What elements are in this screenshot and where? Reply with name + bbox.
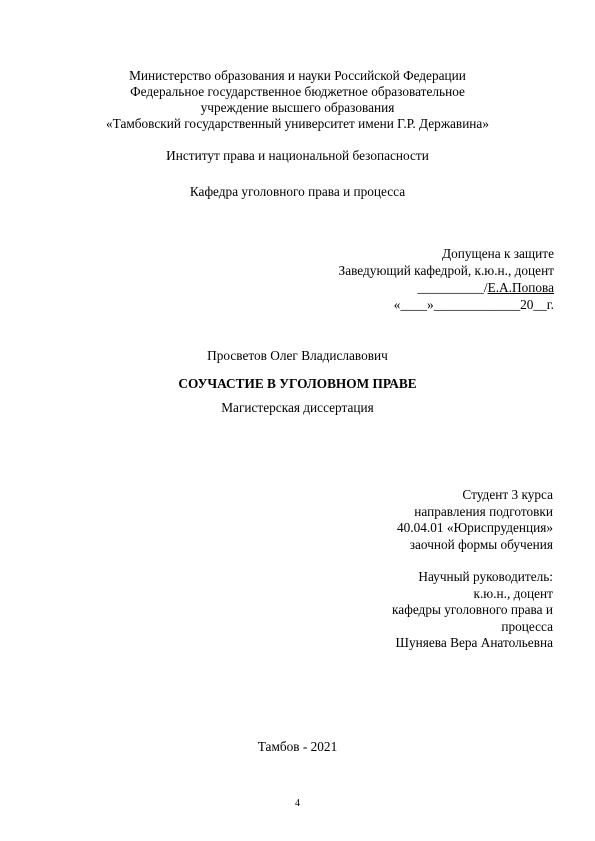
approval-date-line: «____»_____________20__г. [393, 297, 554, 312]
student-line-specialty: 40.04.01 «Юриспруденция» [396, 520, 553, 535]
header-line-ministry: Министерство образования и науки Российской Федерации [129, 68, 466, 83]
signature-blank: __________/ [417, 280, 488, 295]
ministry-header [0, 68, 595, 132]
approval-signature-line [339, 279, 554, 296]
page-number: 4 [295, 798, 300, 809]
approval-admitted: Допущена к защите [442, 246, 554, 261]
student-line-study-form: заочной формы обучения [409, 536, 553, 552]
supervisor-block [392, 569, 553, 652]
approval-head-title: Заведующий кафедрой, к.ю.н., доцент [338, 263, 554, 278]
department-name: Кафедра уголовного права и процесса [189, 184, 406, 199]
supervisor-line-name: Шуняева Вера Анатольевна [395, 635, 553, 650]
header-line-institution-type: Федеральное государственное бюджетное образовательное [130, 84, 465, 99]
header-line-university-name: «Тамбовский государственный университет имени Г.Р. Державина» [106, 116, 489, 131]
head-name: Е.А.Попова [487, 280, 554, 295]
supervisor-line-degree: к.ю.н., доцент [473, 585, 553, 601]
author-name: Просветов Олег Владиславович [207, 348, 388, 363]
supervisor-line-department: кафедры уголовного права и [392, 602, 553, 617]
approval-block [339, 245, 554, 313]
student-block [397, 487, 553, 553]
work-type: Магистерская диссертация [221, 400, 374, 415]
student-line-direction: направления подготовки [414, 503, 553, 519]
thesis-title: СОУЧАСТИЕ В УГОЛОВНОМ ПРАВЕ [178, 376, 417, 391]
institute-name: Институт права и национальной безопасности [166, 148, 429, 163]
header-line-education-level: учреждение высшего образования [200, 100, 395, 115]
student-line-course: Студент 3 курса [462, 487, 553, 502]
supervisor-line-label: Научный руководитель: [418, 569, 553, 584]
city-year: Тамбов - 2021 [257, 739, 338, 754]
supervisor-line-department-cont: процесса [501, 618, 553, 634]
